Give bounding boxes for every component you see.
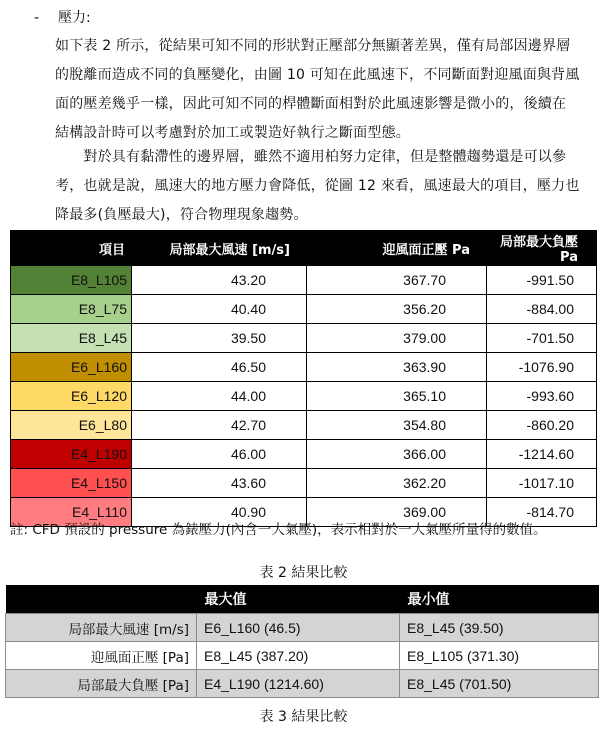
header-max: 最大值 — [197, 585, 400, 614]
comparison-table — [5, 585, 599, 698]
section-title: 壓力: — [58, 10, 91, 26]
table-header-row — [6, 585, 599, 614]
row-negative: -1017.10 — [487, 469, 597, 498]
row-speed: 40.90 — [132, 498, 307, 527]
row-speed: 43.20 — [132, 266, 307, 295]
paragraph-line: 面的壓差幾乎一樣，因此可知不同的桿體斷面相對於此風速影響是微小的，後續在 — [55, 96, 567, 112]
row-name: E6_L160 — [11, 353, 132, 382]
row-negative: -860.20 — [487, 411, 597, 440]
header-min: 最小值 — [400, 585, 599, 614]
row-name: E8_L45 — [11, 324, 132, 353]
row-negative: -884.00 — [487, 295, 597, 324]
row-speed: 46.00 — [132, 440, 307, 469]
paragraph-line: 的脫離而造成不同的負壓變化，由圖 10 可知在此風速下，不同斷面對迎風面與背風 — [55, 67, 580, 83]
table-row — [6, 614, 599, 642]
paragraph-1 — [55, 32, 600, 148]
row-label: 局部最大風速 [m/s] — [6, 614, 197, 642]
row-negative: -1214.60 — [487, 440, 597, 469]
table-2-caption: 表 2 結果比較 — [259, 565, 348, 581]
row-max: E8_L45 (387.20) — [197, 642, 400, 670]
row-label: 迎風面正壓 [Pa] — [6, 642, 197, 670]
paragraph-line: 降最多(負壓最大)，符合物理現象趨勢。 — [55, 207, 308, 223]
row-negative: -993.60 — [487, 382, 597, 411]
row-speed: 40.40 — [132, 295, 307, 324]
table-row — [11, 440, 597, 469]
table-header-row — [11, 231, 597, 266]
row-min: E8_L45 (701.50) — [400, 670, 599, 698]
row-name: E4_L110 — [11, 498, 132, 527]
header-blank — [6, 585, 197, 614]
table-row — [6, 642, 599, 670]
row-negative: -814.70 — [487, 498, 597, 527]
row-speed: 44.00 — [132, 382, 307, 411]
row-negative: -991.50 — [487, 266, 597, 295]
row-min: E8_L105 (371.30) — [400, 642, 599, 670]
header-negative-pressure: 局部最大負壓 Pa — [487, 231, 597, 266]
row-positive: 363.90 — [307, 353, 487, 382]
table-row — [11, 411, 597, 440]
row-speed: 42.70 — [132, 411, 307, 440]
section-heading — [34, 7, 91, 27]
results-table — [10, 230, 597, 527]
row-positive: 367.70 — [307, 266, 487, 295]
row-positive: 356.20 — [307, 295, 487, 324]
row-positive: 362.20 — [307, 469, 487, 498]
row-positive: 379.00 — [307, 324, 487, 353]
paragraph-line: 對於具有黏滯性的邊界層，雖然不適用柏努力定律，但是整體趨勢還是可以參 — [55, 149, 567, 165]
row-min: E8_L45 (39.50) — [400, 614, 599, 642]
bullet-dash: - — [34, 10, 40, 26]
row-name: E8_L75 — [11, 295, 132, 324]
row-name: E6_L120 — [11, 382, 132, 411]
table-row — [6, 670, 599, 698]
paragraph-2 — [55, 143, 600, 230]
table-3-caption: 表 3 結果比較 — [259, 709, 348, 725]
row-positive: 366.00 — [307, 440, 487, 469]
row-name: E4_L190 — [11, 440, 132, 469]
header-max-speed: 局部最大風速 [m/s] — [132, 231, 307, 266]
row-negative: -1076.90 — [487, 353, 597, 382]
header-item: 項目 — [11, 231, 132, 266]
row-name: E4_L150 — [11, 469, 132, 498]
table-row — [11, 295, 597, 324]
table-note: 註: CFD 預設的 pressure 為錶壓力(內含一大氣壓)，表示相對於一大氣壓所量得的數值。 — [10, 522, 547, 538]
row-negative: -701.50 — [487, 324, 597, 353]
paragraph-line: 如下表 2 所示，從結果可知不同的形狀對正壓部分無顯著差異，僅有局部因邊界層 — [55, 38, 571, 54]
row-speed: 43.60 — [132, 469, 307, 498]
row-label: 局部最大負壓 [Pa] — [6, 670, 197, 698]
table-row — [11, 469, 597, 498]
table-row — [11, 382, 597, 411]
table-row — [11, 324, 597, 353]
table-row — [11, 353, 597, 382]
table-row — [11, 266, 597, 295]
row-speed: 39.50 — [132, 324, 307, 353]
row-positive: 369.00 — [307, 498, 487, 527]
row-max: E4_L190 (1214.60) — [197, 670, 400, 698]
header-positive-pressure: 迎風面正壓 Pa — [307, 231, 487, 266]
row-max: E6_L160 (46.5) — [197, 614, 400, 642]
row-speed: 46.50 — [132, 353, 307, 382]
row-name: E6_L80 — [11, 411, 132, 440]
row-name: E8_L105 — [11, 266, 132, 295]
row-positive: 354.80 — [307, 411, 487, 440]
row-positive: 365.10 — [307, 382, 487, 411]
paragraph-line: 考，也就是說，風速大的地方壓力會降低，從圖 12 來看，風速最大的項目，壓力也 — [55, 178, 580, 194]
paragraph-line: 結構設計時可以考慮對於加工或製造好執行之斷面型態。 — [55, 125, 410, 141]
